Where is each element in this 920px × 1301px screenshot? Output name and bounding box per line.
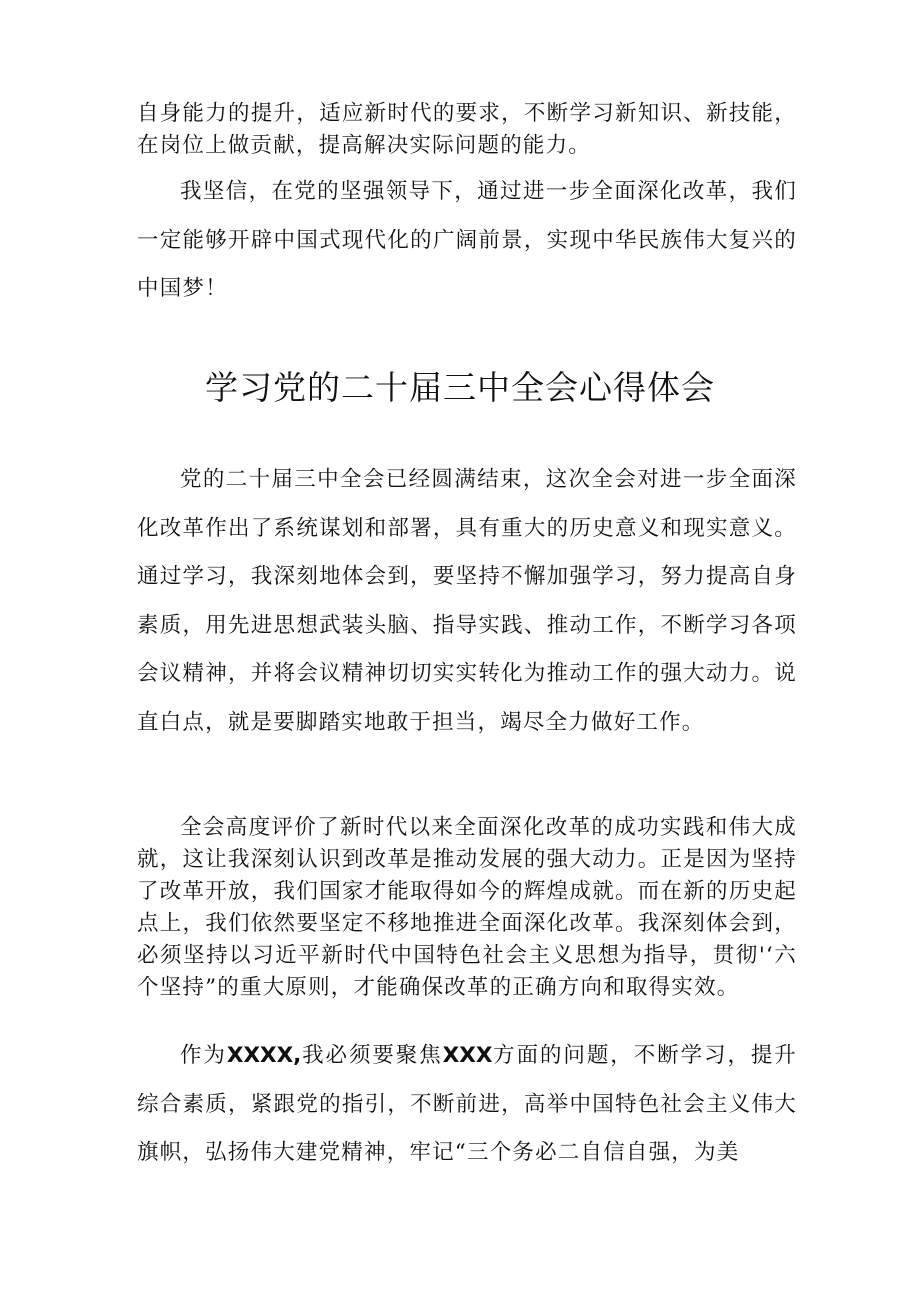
paragraph-3-mid: 我必须要聚焦 bbox=[301, 1043, 443, 1068]
placeholder-name-1: XXXX, bbox=[226, 1043, 302, 1068]
paragraph-3 bbox=[137, 1032, 797, 1178]
paragraph-2: 全会高度评价了新时代以来全面深化改革的成功实践和伟大成就，这让我深刻认识到改革是推动发展的强大动力。正是因为坚持了改革开放，我们国家才能取得如今的辉煌成就。而在新的历史起点上，我们依然要坚定不移地推进全面深化改革。我深刻体会到，必须坚持以习近平新时代中国特色社会主义思想为指导，贯彻'‘六个坚持”的重大原则，才能确保改革的正确方向和取得实效。 bbox=[137, 815, 797, 1000]
paragraph-closing: 我坚信，在党的坚强领导下，通过进一步全面深化改革，我们一定能够开辟中国式现代化的广阔前景，实现中华民族伟大复兴的中国梦！ bbox=[137, 179, 797, 301]
paragraph-1: 党的二十届三中全会已经圆满结束，这次全会对进一步全面深化改革作出了系统谋划和部署，具有重大的历史意义和现实意义。通过学习，我深刻地体会到，要坚持不懈加强学习，努力提高自身素质，用先进思想武装头脑、指导实践、推动工作，不断学习各项会议精神，并将会议精神切切实实转化为推动工作的强大动力。说直白点，就是要脚踏实地敢于担当，竭尽全力做好工作。 bbox=[137, 467, 797, 735]
paragraph-3-rest: 方面的问题，不断学习，提升综合素质，紧跟党的指引，不断前进，高举中国特色社会主义伟大旗帜，弘扬伟大建党精神，牢记“三个务必二自信自强，为美 bbox=[137, 1043, 797, 1165]
placeholder-name-2: XXX bbox=[442, 1043, 493, 1068]
paragraph-3-lead: 作为 bbox=[180, 1043, 227, 1068]
paragraph-continued: 自身能力的提升，适应新时代的要求，不断学习新知识、新技能，在岗位上做贡献，提高解决实际问题的能力。 bbox=[137, 101, 797, 158]
document-title: 学习党的二十届三中全会心得体会 bbox=[205, 368, 715, 407]
